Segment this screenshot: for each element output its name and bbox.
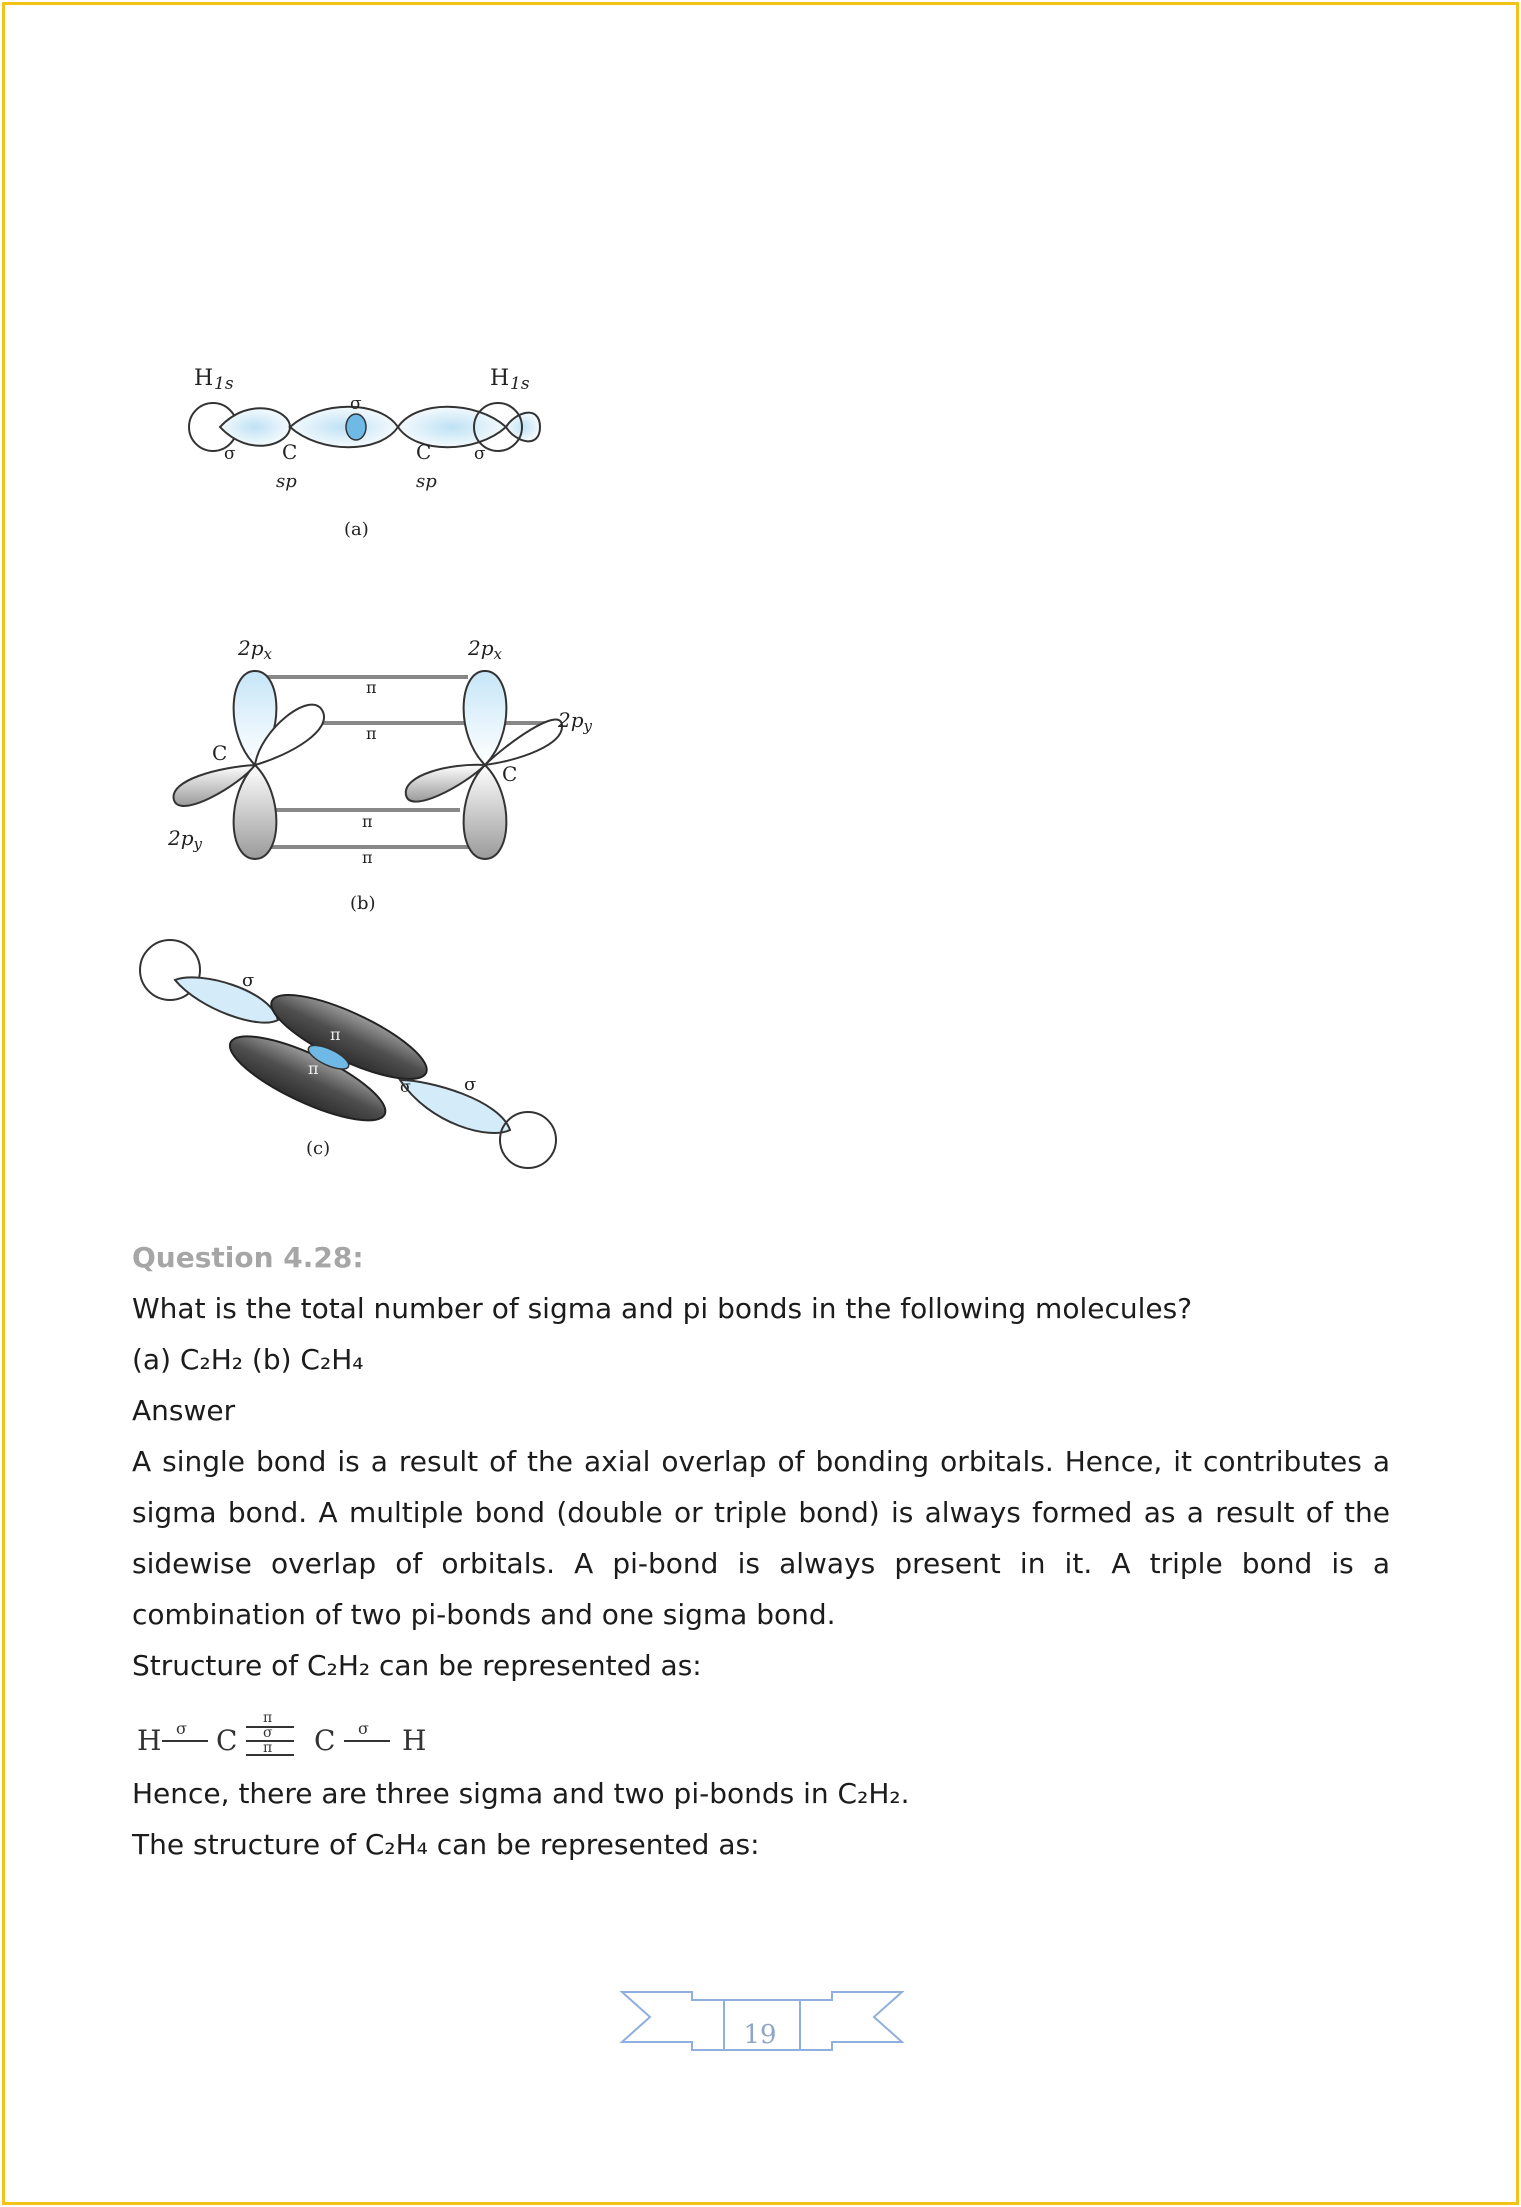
question-answer-block bbox=[132, 1232, 1390, 1691]
answer-paragraph: A single bond is a result of the axial overlap of bonding orbitals. Hence, it contributes a sigma bond. A multiple bond (double or triple bond) is always formed as a result of the sidewise overlap of orbitals. A pi-bond is always present in it. A triple bond is a combination of two pi-bonds and one sigma bond. bbox=[132, 1445, 1390, 1631]
question-parts bbox=[132, 1334, 1390, 1385]
label-h-left: H bbox=[194, 366, 214, 391]
structure-pi-top: π bbox=[263, 1710, 273, 1726]
label-2px-right: $2p_x$ bbox=[468, 636, 502, 663]
structure-h-right: H bbox=[402, 1724, 427, 1757]
label-pi-4: π bbox=[362, 848, 373, 867]
label-pi-1: π bbox=[366, 678, 377, 697]
label-1s-left: 1s bbox=[214, 374, 234, 394]
label-c-right: C bbox=[416, 440, 432, 464]
label-h-right: H bbox=[490, 366, 510, 391]
label-c-left: C bbox=[282, 440, 298, 464]
structure-sigma-1: σ bbox=[176, 1719, 187, 1738]
question-title: Question 4.28: bbox=[132, 1241, 364, 1274]
structure-h-left: H bbox=[137, 1724, 162, 1757]
label-sp-left: sp bbox=[276, 471, 297, 492]
part-b-label: (b) bbox=[251, 1343, 292, 1376]
label-sigma-left: σ bbox=[224, 444, 236, 464]
structure-c2h4-intro: The structure of C₂H₄ can be represented as: bbox=[132, 1828, 760, 1861]
figure-a-sp-orbitals bbox=[180, 355, 560, 555]
c2h2-structure-formula bbox=[132, 1704, 452, 1764]
label-c-right-b: C bbox=[502, 762, 518, 786]
caption-a: (a) bbox=[344, 519, 369, 540]
label-sigma-right: σ bbox=[474, 444, 486, 464]
label-sigma-c3: σ bbox=[464, 1074, 477, 1095]
question-text: What is the total number of sigma and pi bonds in the following molecules? bbox=[132, 1292, 1193, 1325]
page-number: 19 bbox=[743, 2020, 777, 2050]
label-2py-left: $2p_y$ bbox=[168, 826, 203, 853]
label-sp-right: sp bbox=[416, 471, 437, 492]
caption-c: (c) bbox=[306, 1138, 331, 1159]
sigma-overlap bbox=[346, 414, 366, 440]
structure-sigma-mid: σ bbox=[263, 1725, 273, 1741]
label-sigma-c1: σ bbox=[242, 970, 255, 991]
part-a-formula: C₂H₂ bbox=[179, 1343, 243, 1376]
structure-c2h2-intro: Structure of C₂H₂ can be represented as: bbox=[132, 1649, 702, 1682]
label-sigma-c2: σ bbox=[400, 1077, 411, 1096]
conclusion-block bbox=[132, 1768, 1390, 1870]
figure-c-acetylene bbox=[130, 930, 570, 1170]
figure-b-pi-bonds bbox=[160, 635, 610, 920]
label-sigma-center: σ bbox=[350, 394, 362, 414]
label-2py-right: $2p_y$ bbox=[558, 708, 593, 735]
part-a-label: (a) bbox=[132, 1343, 172, 1376]
structure-c-right: C bbox=[314, 1724, 336, 1757]
label-pi-2: π bbox=[366, 724, 377, 743]
label-pi-3: π bbox=[362, 812, 373, 831]
conclusion-c2h2: Hence, there are three sigma and two pi-bonds in C₂H₂. bbox=[132, 1777, 910, 1810]
part-b-formula: C₂H₄ bbox=[300, 1343, 364, 1376]
structure-pi-bottom: π bbox=[263, 1740, 273, 1756]
structure-c-left: C bbox=[216, 1724, 238, 1757]
h-orbital-bottom-right bbox=[500, 1112, 556, 1168]
caption-b: (b) bbox=[350, 893, 376, 914]
answer-label: Answer bbox=[132, 1394, 236, 1427]
structure-sigma-2: σ bbox=[358, 1719, 369, 1738]
label-c-left-b: C bbox=[212, 741, 228, 765]
label-pi-c: π bbox=[330, 1025, 341, 1044]
label-1s-right: 1s bbox=[510, 374, 530, 394]
label-pi-c2: π bbox=[308, 1059, 319, 1078]
label-2px-left: $2p_x$ bbox=[238, 636, 272, 663]
